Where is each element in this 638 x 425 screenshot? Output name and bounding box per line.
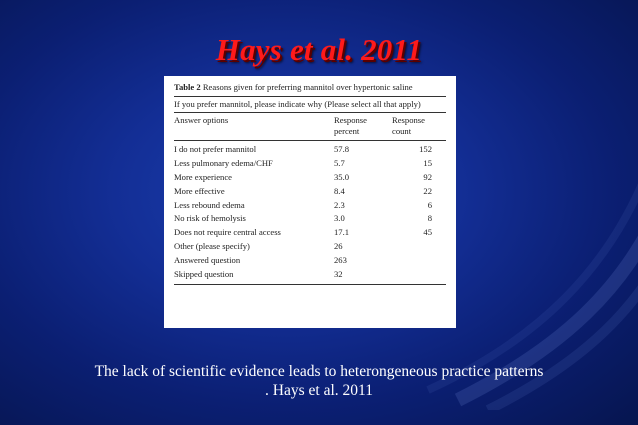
table-question: If you prefer mannitol, please indicate why (Please select all that apply) [174, 99, 421, 109]
table-caption-text: Reasons given for preferring mannitol over hypertonic saline [202, 82, 413, 92]
slide-title: Hays et al. 2011 [215, 32, 423, 67]
header-response-percent: Response percent [334, 115, 367, 136]
table-row: No risk of hemolysis 3.0 8 [174, 213, 432, 224]
slide-caption [0, 362, 638, 400]
table-row: I do not prefer mannitol 57.8 152 [174, 144, 432, 155]
table-caption [174, 82, 446, 93]
header-answer-options: Answer options [174, 115, 229, 125]
table-rule-question [174, 112, 446, 113]
table-header-row [174, 115, 446, 137]
slide-caption-line-1: The lack of scientific evidence leads to heterongeneous practice patterns [94, 363, 544, 380]
table-row: Does not require central access 17.1 45 [174, 227, 432, 238]
table-rule-bottom [174, 284, 446, 285]
table-row: Answered question 263 [174, 254, 347, 265]
table-row: Less rebound edema 2.3 6 [174, 199, 432, 210]
table-row: More experience 35.0 92 [174, 171, 432, 182]
table-body [174, 143, 446, 281]
table-image [164, 76, 456, 328]
slide-caption-line-2: . Hays et al. 2011 [265, 382, 373, 399]
table-label: Table 2 [174, 82, 201, 92]
table-row: Other (please specify) 26 [174, 240, 343, 251]
table-row: More effective 8.4 22 [174, 185, 432, 196]
table-row: Skipped question 32 [174, 268, 343, 279]
table-rule-top [174, 96, 446, 97]
table-rule-header [174, 140, 446, 141]
header-response-count: Response count [392, 115, 425, 136]
table-row: Less pulmonary edema/CHF 5.7 15 [174, 158, 432, 169]
